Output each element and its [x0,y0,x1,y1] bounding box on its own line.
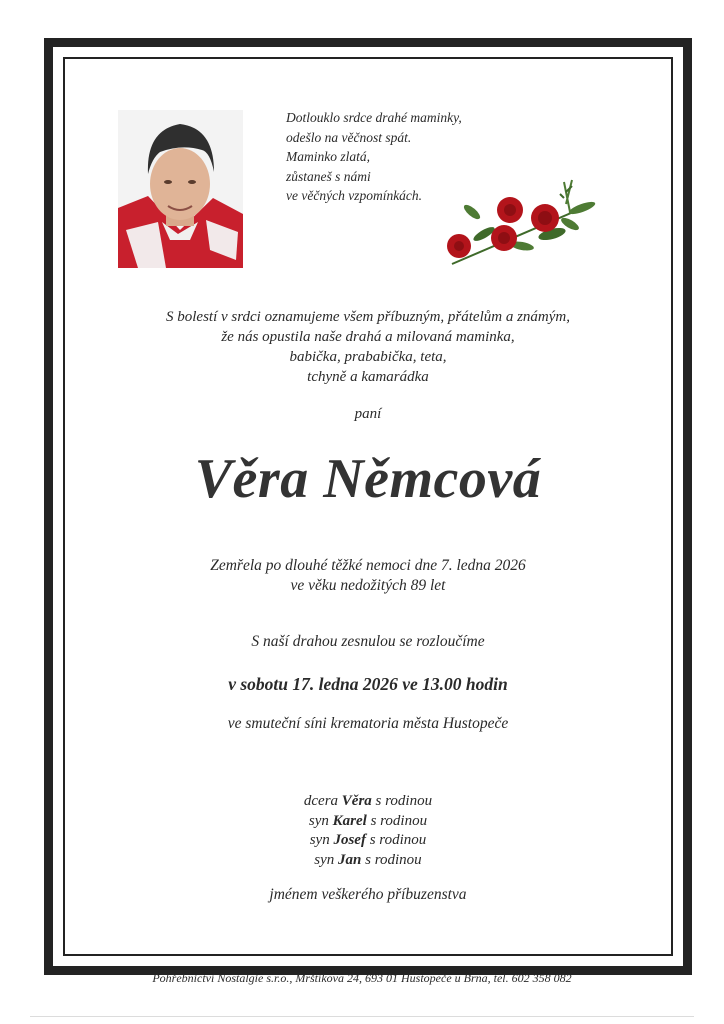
signer-line: syn Jan s rodinou [314,851,422,868]
announcement-line: že nás opustila naše drahá a milovaná maminka, [221,329,515,345]
age-line: ve věku nedožitých 89 let [290,577,446,594]
funeral-place: ve smuteční síni krematoria města Hustopeče [227,715,509,732]
poem-line: Dotlouklo srdce drahé maminky, [286,110,462,125]
roses-decoration [442,174,602,274]
signer-line: syn Josef s rodinou [309,832,427,848]
signer-name: Josef [333,832,366,848]
funeral-home-footer: Pohřebnictví Nostalgie s.r.o., Mrštíkova 24, 693 01 Hustopeče u Brna, tel. 602 358 082 [152,971,572,985]
death-info [44,556,692,596]
announcement-text [44,307,692,387]
on-behalf-line: jménem veškerého příbuzenstva [269,886,467,903]
poem-line: zůstaneš s námi [286,168,371,184]
signer-name: Věra [341,793,372,809]
portrait-photo [118,110,243,268]
poem-line: Maminko zlatá, [286,149,370,164]
signer-line: syn Karel s rodinou [308,812,428,829]
announcement-line: S bolestí v srdci oznamujeme všem příbuzným, přátelům a známým, [166,309,570,325]
footer-divider [30,1016,694,1017]
poem-line: odešlo na věčnost spát. [286,129,412,145]
farewell-line: S naší drahou zesnulou se rozloučíme [251,633,485,650]
poem-line: ve věčných vzpomínkách. [286,188,423,203]
signer-name: Karel [332,812,367,829]
signer-name: Jan [338,851,362,868]
announcement-line: babička, prababička, teta, [289,349,447,365]
death-date-line: Zemřela po dlouhé těžké nemoci dne 7. ledna 2026 [210,557,526,574]
funeral-datetime: v sobotu 17. ledna 2026 ve 13.00 hodin [228,674,508,694]
deceased-name: Věra Němcová [194,448,542,510]
signers-list [44,792,692,870]
signer-line: dcera Věra s rodinou [303,793,433,809]
announcement-line: tchyně a kamarádka [307,369,429,385]
honorific: paní [354,406,382,422]
